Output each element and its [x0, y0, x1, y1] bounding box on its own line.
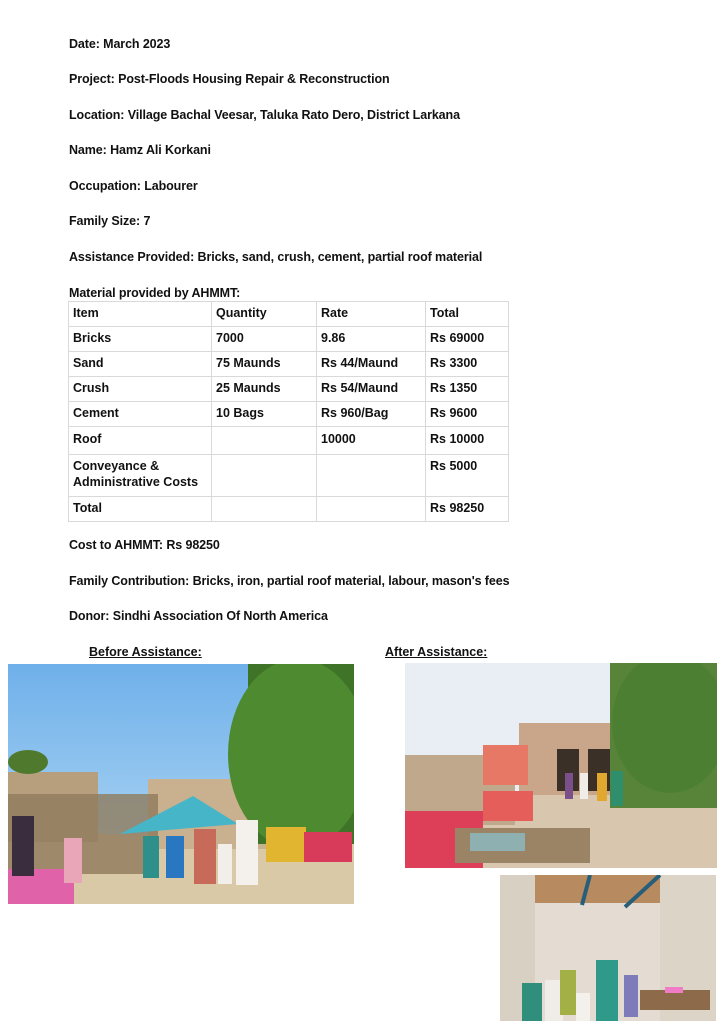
cell-quantity — [212, 427, 317, 455]
cell-total: Rs 10000 — [426, 427, 509, 455]
family-contribution-field: Family Contribution: Bricks, iron, partial roof material, labour, mason's fees — [69, 574, 510, 588]
cell-item: Roof — [69, 427, 212, 455]
project-field: Project: Post-Floods Housing Repair & Reconstruction — [69, 72, 390, 86]
cell-quantity: 10 Bags — [212, 402, 317, 427]
column-header-rate: Rate — [317, 302, 426, 327]
table-row — [69, 455, 509, 497]
cell-total: Rs 3300 — [426, 352, 509, 377]
cell-item: Cement — [69, 402, 212, 427]
table-total-row — [69, 497, 509, 522]
cell-quantity: 25 Maunds — [212, 377, 317, 402]
name-field: Name: Hamz Ali Korkani — [69, 143, 211, 157]
table-row — [69, 327, 509, 352]
cell-quantity: 7000 — [212, 327, 317, 352]
cell-rate: Rs 960/Bag — [317, 402, 426, 427]
cell-item: Conveyance & Administrative Costs — [69, 455, 212, 497]
location-field: Location: Village Bachal Veesar, Taluka Rato Dero, District Larkana — [69, 108, 460, 122]
after-assistance-interior-photo — [500, 875, 716, 1021]
materials-title: Material provided by AHMMT: — [69, 286, 241, 300]
table-row — [69, 427, 509, 455]
cell-total: Rs 5000 — [426, 455, 509, 497]
cell-quantity — [212, 497, 317, 522]
cell-rate: 10000 — [317, 427, 426, 455]
cell-item: Total — [69, 497, 212, 522]
cell-rate: Rs 44/Maund — [317, 352, 426, 377]
cell-total: Rs 1350 — [426, 377, 509, 402]
materials-table — [68, 301, 509, 522]
after-caption: After Assistance: — [385, 645, 488, 659]
column-header-quantity: Quantity — [212, 302, 317, 327]
table-header-row — [69, 302, 509, 327]
cell-rate: 9.86 — [317, 327, 426, 352]
cell-quantity: 75 Maunds — [212, 352, 317, 377]
cell-total: Rs 69000 — [426, 327, 509, 352]
cell-item: Crush — [69, 377, 212, 402]
column-header-item: Item — [69, 302, 212, 327]
donor-field: Donor: Sindhi Association Of North America — [69, 609, 328, 623]
cell-item: Bricks — [69, 327, 212, 352]
occupation-field: Occupation: Labourer — [69, 179, 198, 193]
cell-item: Sand — [69, 352, 212, 377]
table-row — [69, 402, 509, 427]
date-field: Date: March 2023 — [69, 37, 171, 51]
before-caption: Before Assistance: — [89, 645, 202, 659]
table-row — [69, 377, 509, 402]
cell-rate — [317, 455, 426, 497]
column-header-total: Total — [426, 302, 509, 327]
table-row — [69, 352, 509, 377]
after-assistance-exterior-photo — [405, 663, 717, 868]
cost-field: Cost to AHMMT: Rs 98250 — [69, 538, 220, 552]
cell-rate: Rs 54/Maund — [317, 377, 426, 402]
cell-total: Rs 9600 — [426, 402, 509, 427]
before-assistance-photo — [8, 664, 354, 904]
cell-rate — [317, 497, 426, 522]
cell-total: Rs 98250 — [426, 497, 509, 522]
cell-quantity — [212, 455, 317, 497]
family-size-field: Family Size: 7 — [69, 214, 151, 228]
assistance-provided-field: Assistance Provided: Bricks, sand, crush, cement, partial roof material — [69, 250, 483, 264]
